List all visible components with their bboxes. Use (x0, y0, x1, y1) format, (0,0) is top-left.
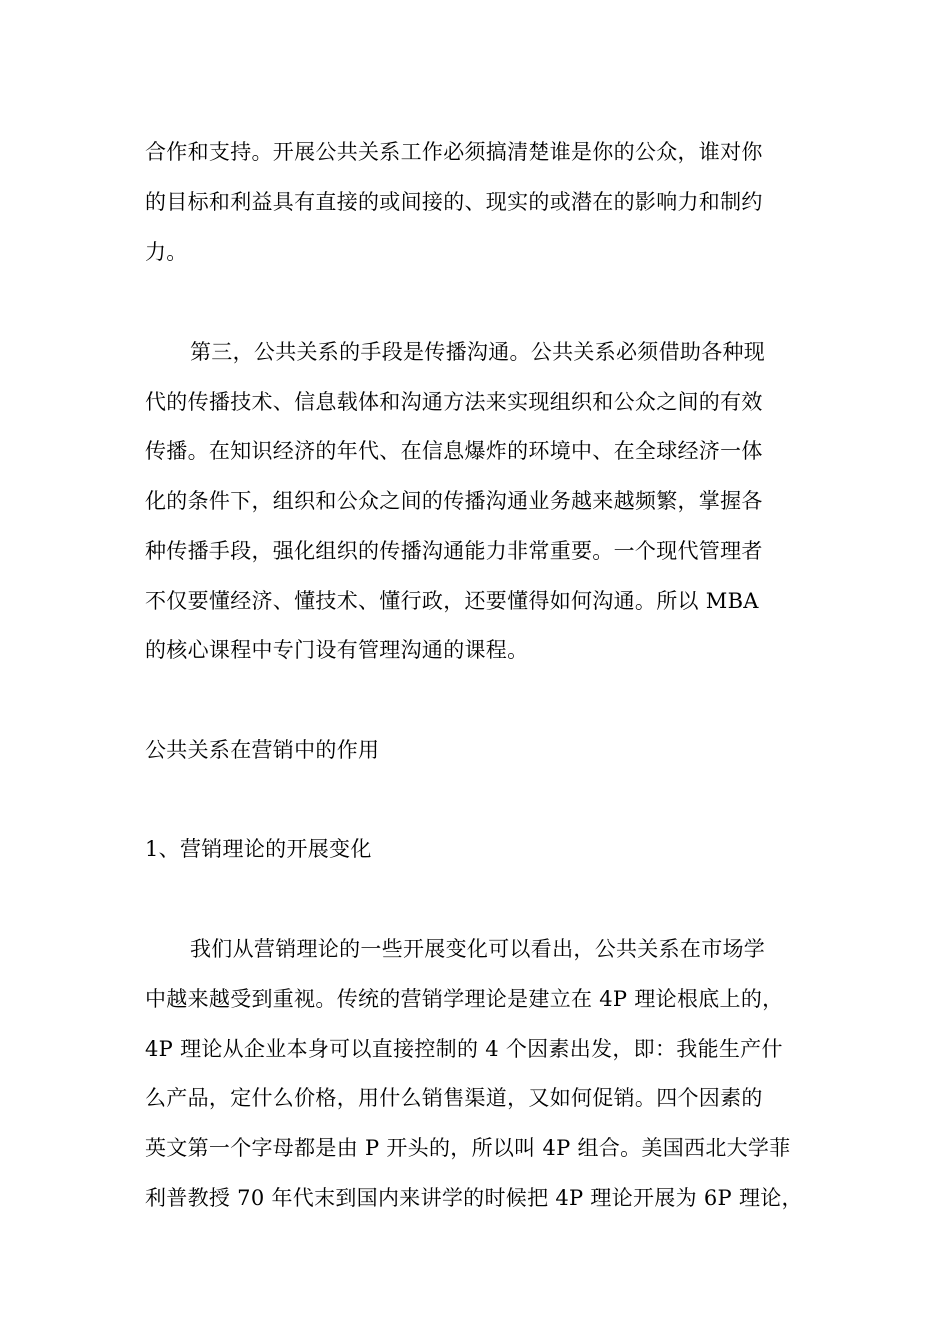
paragraph-3-line-1: 我们从营销理论的一些开展变化可以看出，公共关系在市场学 (190, 937, 766, 961)
paragraph-3-line-3: 4P 理论从企业本身可以直接控制的 4 个因素出发，即：我能生产什 (145, 1037, 783, 1061)
paragraph-2-line-1: 第三，公共关系的手段是传播沟通。公共关系必须借助各种现 (190, 340, 766, 364)
paragraph-2-line-3: 传播。在知识经济的年代、在信息爆炸的环境中、在全球经济一体 (145, 439, 763, 463)
subsection-heading: 1、营销理论的开展变化 (145, 837, 372, 861)
paragraph-3-line-6: 利普教授 70 年代末到国内来讲学的时候把 4P 理论开展为 6P 理论， (145, 1186, 803, 1210)
paragraph-1-line-1: 合作和支持。开展公共关系工作必须搞清楚谁是你的公众，谁对你 (145, 140, 763, 164)
paragraph-1-line-3: 力。 (145, 240, 188, 264)
paragraph-1-line-2: 的目标和利益具有直接的或间接的、现实的或潜在的影响力和制约 (145, 190, 763, 214)
paragraph-2-line-2: 代的传播技术、信息载体和沟通方法来实现组织和公众之间的有效 (145, 390, 763, 414)
paragraph-3-line-4: 么产品，定什么价格，用什么销售渠道，又如何促销。四个因素的 (145, 1086, 763, 1110)
paragraph-2-line-6: 不仅要懂经济、懂技术、懂行政，还要懂得如何沟通。所以 MBA (145, 589, 759, 613)
paragraph-3-line-2: 中越来越受到重视。传统的营销学理论是建立在 4P 理论根底上的， (145, 987, 784, 1011)
paragraph-2-line-4: 化的条件下，组织和公众之间的传播沟通业务越来越频繁，掌握各 (145, 489, 763, 513)
paragraph-2-line-7: 的核心课程中专门设有管理沟通的课程。 (145, 638, 529, 662)
paragraph-2-line-5: 种传播手段，强化组织的传播沟通能力非常重要。一个现代管理者 (145, 539, 763, 563)
section-heading: 公共关系在营销中的作用 (145, 738, 380, 762)
paragraph-3-line-5: 英文第一个字母都是由 P 开头的，所以叫 4P 组合。美国西北大学菲 (145, 1136, 791, 1160)
